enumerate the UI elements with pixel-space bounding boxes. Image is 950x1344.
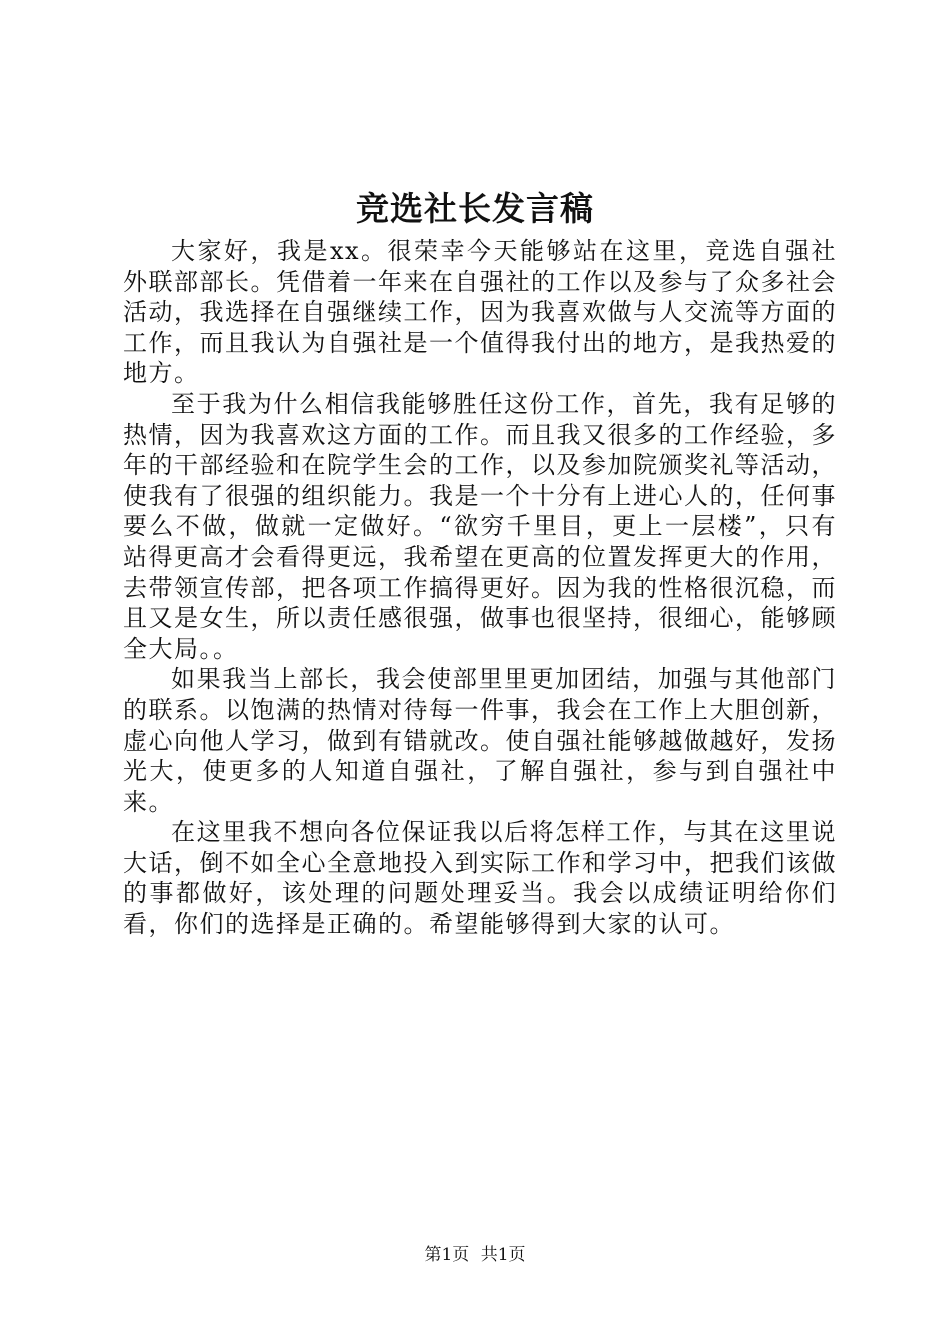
paragraph-closing: 在这里我不想向各位保证我以后将怎样工作，与其在这里说大话，倒不如全心全意地投入到实际工作和学习中，把我们该做的事都做好，该处理的问题处理妥当。我会以成绩证明给你们看，你们的选择是正确的。希望能够得到大家的认可。	[123, 818, 837, 939]
paragraph-intro: 大家好，我是xx。很荣幸今天能够站在这里，竞选自强社外联部部长。凭借着一年来在自强社的工作以及参与了众多社会活动，我选择在自强继续工作，因为我喜欢做与人交流等方面的工作，而且我认为自强社是一个值得我付出的地方，是我热爱的地方。	[123, 237, 837, 388]
paragraph-qualifications: 至于我为什么相信我能够胜任这份工作，首先，我有足够的热情，因为我喜欢这方面的工作。而且我又很多的工作经验，多年的干部经验和在院学生会的工作，以及参加院颁奖礼等活动，使我有了很强的组织能力。我是一个十分有上进心人的，任何事要么不做，做就一定做好。“欲穷千里目，更上一层楼”，只有站得更高才会看得更远，我希望在更高的位置发挥更大的作用，去带领宣传部，把各项工作搞得更好。因为我的性格很沉稳，而且又是女生，所以责任感很强，做事也很坚持，很细心，能够顾全大局。。	[123, 389, 837, 663]
document-title: 竞选社长发言稿	[356, 189, 594, 228]
page-total: 共1页	[480, 1245, 526, 1265]
paragraph-plans: 如果我当上部长，我会使部里里更加团结，加强与其他部门的联系。以饱满的热情对待每一件事，我会在工作上大胆创新，虚心向他人学习，做到有错就改。使自强社能够越做越好，发扬光大，使更多的人知道自强社，了解自强社，参与到自强社中来。	[123, 665, 837, 816]
document-body	[123, 236, 837, 940]
page-footer	[0, 1244, 950, 1266]
page-number: 第1页	[424, 1245, 470, 1265]
